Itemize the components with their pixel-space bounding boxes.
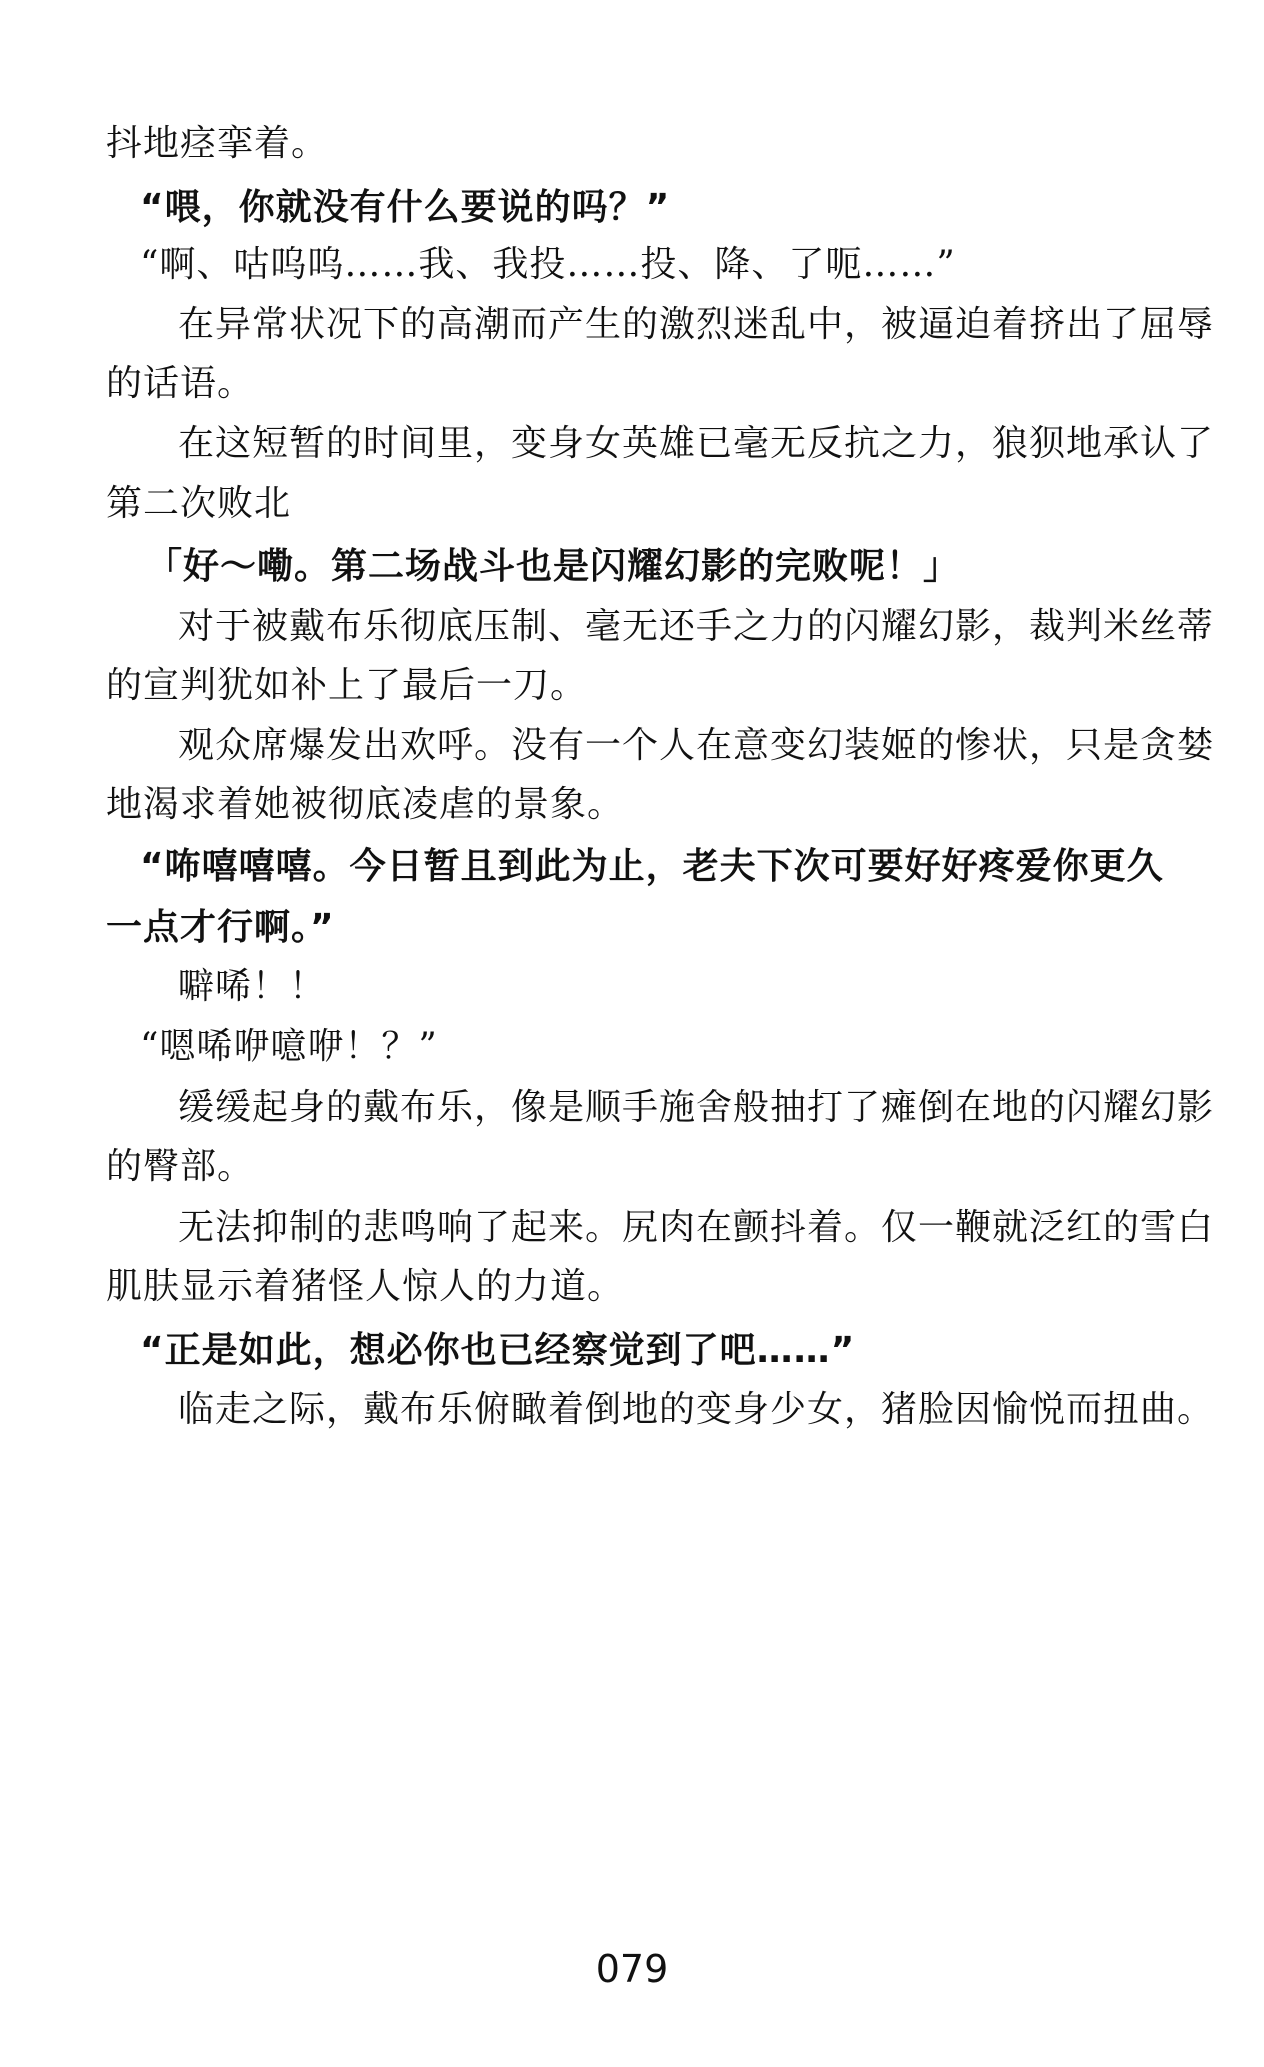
dialogue-line: “喂，你就没有什么要说的吗？” <box>140 187 671 228</box>
text-line: 的话语。 <box>106 363 255 404</box>
text-line: 在这短暂的时间里，变身女英雄已毫无反抗之力，狼狈地承认了 <box>178 423 1215 464</box>
dialogue-line: 一点才行啊。” <box>106 907 335 948</box>
text-line: 在异常状况下的高潮而产生的激烈迷乱中，被逼迫着挤出了屈辱 <box>178 304 1215 345</box>
text-line: 肌肤显示着猪怪人惊人的力道。 <box>106 1266 625 1307</box>
text-line: 第二次败北 <box>106 483 292 524</box>
text-line: 无法抑制的悲鸣响了起来。尻肉在颤抖着。仅一鞭就泛红的雪白 <box>178 1207 1215 1248</box>
text-line: 抖地痉挛着。 <box>106 123 329 164</box>
text-line: 的宣判犹如补上了最后一刀。 <box>106 665 588 706</box>
page-number: 079 <box>595 1947 669 1991</box>
dialogue-line: “啊、咕呜呜……我、我投……投、降、了呃……” <box>140 244 956 285</box>
announcement-line: 「好～嘞。第二场战斗也是闪耀幻影的完败呢！」 <box>146 546 961 587</box>
dialogue-line: “咘嘻嘻嘻。今日暂且到此为止，老夫下次可要好好疼爱你更久 <box>140 846 1164 887</box>
dialogue-line: “正是如此，想必你也已经察觉到了吧……” <box>140 1330 856 1371</box>
dialogue-line: “嗯唏咿噫咿！？” <box>140 1026 438 1067</box>
text-line: 噼唏！！ <box>178 966 327 1007</box>
text-line: 临走之际，戴布乐俯瞰着倒地的变身少女，猪脸因愉悦而扭曲。 <box>178 1389 1215 1430</box>
text-line: 地渴求着她被彻底凌虐的景象。 <box>106 784 625 825</box>
text-line: 观众席爆发出欢呼。没有一个人在意变幻装姬的惨状，只是贪婪 <box>178 725 1215 766</box>
text-line: 对于被戴布乐彻底压制、毫无还手之力的闪耀幻影，裁判米丝蒂 <box>178 606 1215 647</box>
text-line: 的臀部。 <box>106 1146 255 1187</box>
text-line: 缓缓起身的戴布乐，像是顺手施舍般抽打了瘫倒在地的闪耀幻影 <box>178 1087 1215 1128</box>
